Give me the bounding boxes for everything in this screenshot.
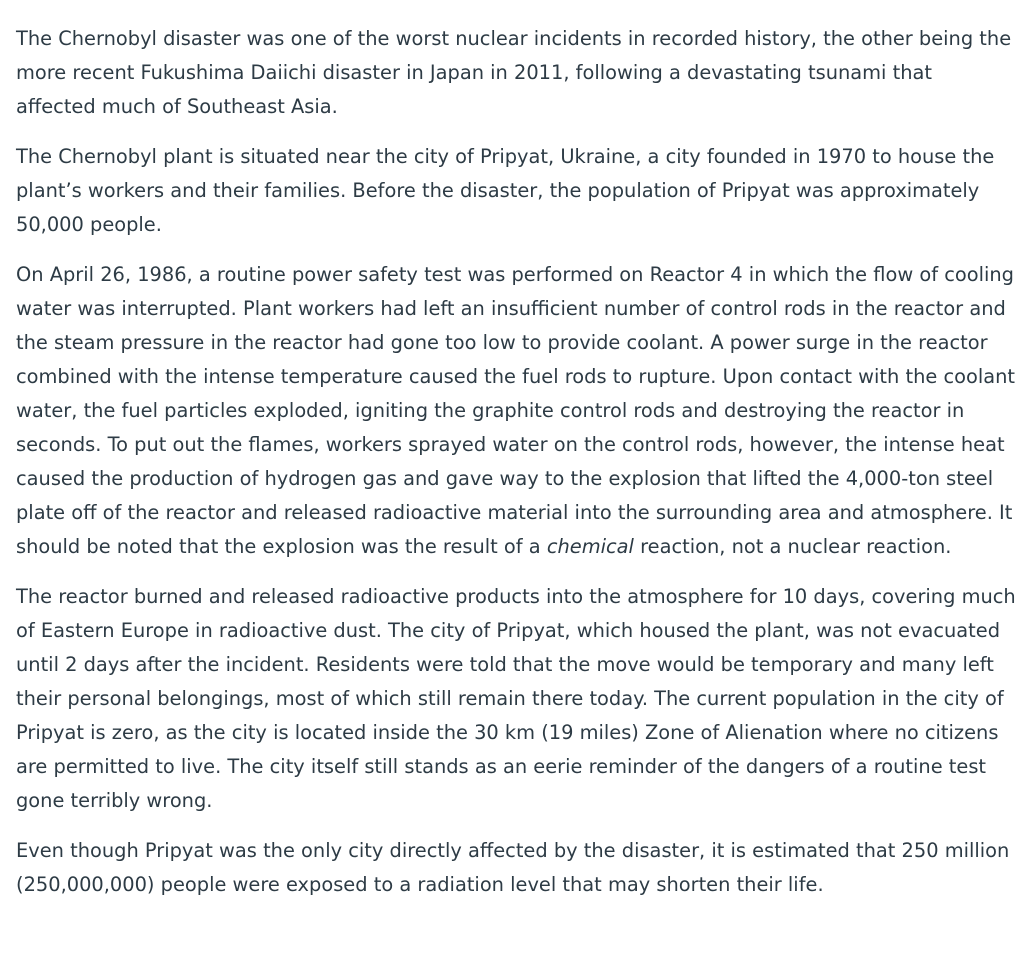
paragraph-pripyat: The Chernobyl plant is situated near the city of Pripyat, Ukraine, a city founded in 1970 to house the plant’s workers and their families. Before the disaster, the population of Pripyat was approximately 50,000 people. bbox=[16, 145, 995, 236]
paragraph-intro: The Chernobyl disaster was one of the worst nuclear incidents in recorded history, the other being the more recent Fukushima Daiichi disaster in Japan in 2011, following a devastating tsunami that affected much of Southeast Asia. bbox=[16, 27, 1012, 118]
paragraph-incident bbox=[16, 258, 1016, 564]
emphasis-chemical: chemical bbox=[546, 535, 634, 558]
paragraph-incident-end: reaction, not a nuclear reaction. bbox=[633, 535, 952, 558]
paragraph-aftermath: The reactor burned and released radioactive products into the atmosphere for 10 days, covering much of Eastern Europe in radioactive dust. The city of Pripyat, which housed the plant, was not evacuated until 2 days after the incident. Residents were told that the move would be temporary and many left their personal belongings, most of which still remain there today. The current population in the city of Pripyat is zero, as the city is located inside the 30 km (19 miles) Zone of Alienation where no citizens are permitted to live. The city itself still stands as an eerie reminder of the dangers of a routine test gone terribly wrong. bbox=[16, 585, 1016, 812]
article-body bbox=[16, 22, 1016, 902]
paragraph-incident-text: On April 26, 1986, a routine power safety test was performed on Reactor 4 in which the flow of cooling water was interrupted. Plant workers had left an insufficient number of control rods in the reactor and the steam pressure in the reactor had gone too low to provide coolant. A power surge in the reactor combined with the intense temperature caused the fuel rods to rupture. Upon contact with the coolant water, the fuel particles exploded, igniting the graphite control rods and destroying the reactor in seconds. To put out the flames, workers sprayed water on the control rods, however, the intense heat caused the production of hydrogen gas and gave way to the explosion that lifted the 4,000-ton steel plate off of the reactor and released radioactive material into the surrounding area and atmosphere. It should be noted that the explosion was the result of a bbox=[16, 263, 1016, 558]
paragraph-exposure: Even though Pripyat was the only city directly affected by the disaster, it is estimated that 250 million (250,000,000) people were exposed to a radiation level that may shorten their life. bbox=[16, 839, 1010, 896]
